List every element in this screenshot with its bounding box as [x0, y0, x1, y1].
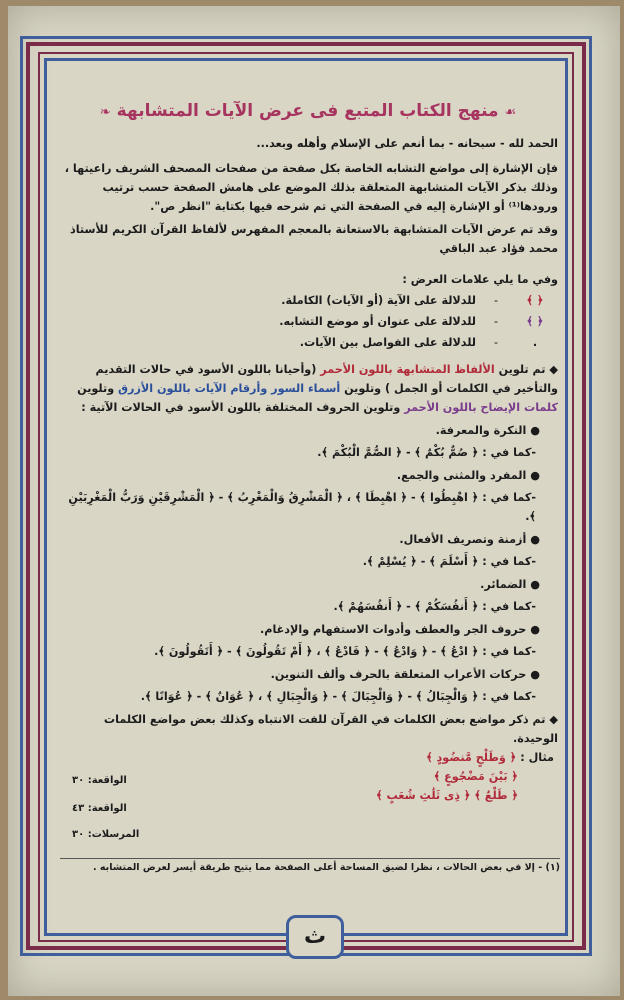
coloring-text: وتلوين	[77, 382, 119, 395]
bullet-icon: ●	[526, 668, 540, 681]
legend-list	[58, 291, 558, 352]
case-label	[58, 575, 558, 594]
case-label	[58, 620, 558, 639]
bullet-icon: ●	[526, 623, 540, 636]
case-example: -كما في : ﴿ أَنفُسَكُمْ ﴾ - ﴿ أَنفُسَهُمْ ﴾.	[333, 600, 536, 613]
case-label-text: الضمائر.	[480, 578, 527, 591]
legend-text: للدلالة على الآية (أو الآيات) الكاملة.	[281, 294, 476, 307]
legend-row	[58, 312, 558, 331]
page-number: ث	[286, 915, 344, 959]
example-label: مثال :	[520, 751, 554, 764]
example-line: ﴿ بَيْنَ مَضْجُوعٍ ﴾	[433, 770, 518, 783]
legend-symbol: ﴿ ﴾	[526, 294, 544, 307]
bullet-icon: ●	[526, 578, 540, 591]
footnote: (١) - إلا في بعض الحالات ، نظرا لضيق المساحة أعلى الصفحة مما يتيح طريقة أيسر لعرض المتشابه .	[92, 862, 560, 873]
example-line: ﴿ وَطَلْحٍ مَّنضُودٍ ﴾	[426, 751, 517, 764]
paragraph-2: وقد تم عرض الآيات المتشابهة بالاستعانة بالمعجم المفهرس لألفاظ القرآن الكريم للأستاذ محمد فؤاد عبد الباقي	[69, 223, 558, 255]
legend-row	[58, 333, 558, 352]
case-label	[58, 665, 558, 684]
case-example: -كما في : ﴿ ادْعُ ﴾ - ﴿ وَادْعُ ﴾ - ﴿ فَادْعُ ﴾ ، ﴿ أَمْ تَقُولُونَ ﴾ - ﴿ أَتَقُولُونَ ﴾.	[154, 645, 536, 658]
legend-text: للدلالة على الفواصل بين الآيات.	[299, 336, 476, 349]
case-label-text: المفرد والمثنى والجمع.	[396, 469, 527, 482]
case-label-text: أزمنة وتصريف الأفعال.	[399, 533, 527, 546]
case-example: -كما في : ﴿ اهْبِطُوا ﴾ - ﴿ اهْبِطَا ﴾ ، ﴿ الْمَشْرِقُ وَالْمَغْرِبُ ﴾ - ﴿ الْمَشْرِقَيْنِ وَرَبُّ الْمَغْرِبَيْنِ ﴾.	[68, 491, 536, 523]
title-text: منهج الكتاب المتبع فى عرض الآيات المتشابهة	[116, 101, 499, 121]
case-example: -كما في : ﴿ صُمٌّ بُكْمٌ ﴾ - ﴿ الصُّمَّ الْبُكْمَ ﴾.	[317, 446, 536, 459]
coloring-text: وتلوين الحروف المختلفة باللون الأسود في الحالات الآتية :	[81, 401, 405, 414]
last-point-text: تم ذكر مواضع بعض الكلمات في القرآن للفت الانتباه وكذلك بعض مواضع الكلمات الوحيدة.	[103, 713, 558, 745]
bullet-icon: ◆	[545, 363, 558, 376]
bullet-icon: ●	[526, 533, 540, 546]
reference-label: الواقعة: ٣٠	[72, 775, 127, 786]
case-label-text: حركات الأعراب المتعلقة بالحرف وألف التنوين.	[270, 668, 527, 681]
example-line: ﴿ طَلْعٌ ﴾ ﴿ ذِى ثَلَٰثِ شُعَبٍ ﴾	[376, 789, 518, 802]
example-block	[58, 748, 558, 767]
case-example: -كما في : ﴿ أَسْلَمَ ﴾ - ﴿ يُسْلِمْ ﴾.	[362, 555, 536, 568]
coloring-text: (وأحيانا باللون الأسود في حالات التقديم والتأخير في الكلمات أو الجمل ) وتلوين	[95, 363, 558, 395]
intro-text: الحمد لله - سبحانه - بما أنعم على الإسلام وأهله وبعد...	[256, 137, 558, 150]
coloring-purple-text: كلمات الإيضاح باللون الأحمر	[404, 401, 558, 414]
case-label	[58, 421, 558, 440]
coloring-blue-text: أسماء السور وأرقام الآيات باللون الأزرق	[118, 382, 341, 395]
legend-symbol: .	[532, 336, 538, 349]
reference-label: الواقعة: ٤٣	[72, 803, 127, 814]
case-label	[58, 530, 558, 549]
case-label-text: النكرة والمعرفة.	[435, 424, 527, 437]
bullet-icon: ●	[526, 424, 540, 437]
legend-text: للدلالة على عنوان أو موضع التشابه.	[279, 315, 476, 328]
legend-row	[58, 291, 558, 310]
title-ornament-left: ❧	[99, 105, 111, 120]
page-title	[58, 102, 558, 122]
legend-dash: -	[493, 336, 499, 349]
legend-intro: وفي ما يلي علامات العرض :	[402, 273, 558, 286]
legend-dash: -	[493, 294, 499, 307]
title-ornament-right: ☙	[504, 105, 517, 120]
coloring-text: تم تلوين	[494, 363, 546, 376]
last-point	[58, 710, 558, 748]
case-label-text: حروف الجر والعطف وأدوات الاستفهام والإدغام.	[260, 623, 527, 636]
coloring-red-text: الألفاظ المتشابهة باللون الأحمر	[320, 363, 495, 376]
bullet-icon: ◆	[545, 713, 558, 726]
case-label	[58, 466, 558, 485]
bullet-icon: ●	[526, 469, 540, 482]
paragraph-1: فإن الإشارة إلى مواضع التشابه الخاصة بكل صفحة من صفحات المصحف الشريف راعيتها ، وذلك بذكر الآيات المتشابهة المتعلقة بذلك الموضع على هامش الصفحة حسب ترتيب ورودها⁽¹⁾ أو الإشارة إليه في الصفحة التي تم شرحه فيها بكتابة "انظر ص".	[64, 162, 558, 213]
cases-list	[58, 421, 558, 706]
reference-label: المرسلات: ٣٠	[72, 829, 140, 840]
legend-dash: -	[493, 315, 499, 328]
footnote-divider	[60, 858, 560, 859]
case-example: -كما في : ﴿ وَالْجِبَالُ ﴾ - ﴿ وَالْجِبَالَ ﴾ - ﴿ وَالْجِبَالِ ﴾ ، ﴿ عُوَانٌ ﴾ - ﴿ عُوَانًا ﴾.	[140, 690, 536, 703]
coloring-paragraph	[58, 360, 558, 417]
legend-symbol: ﴿ ﴾	[526, 315, 544, 328]
